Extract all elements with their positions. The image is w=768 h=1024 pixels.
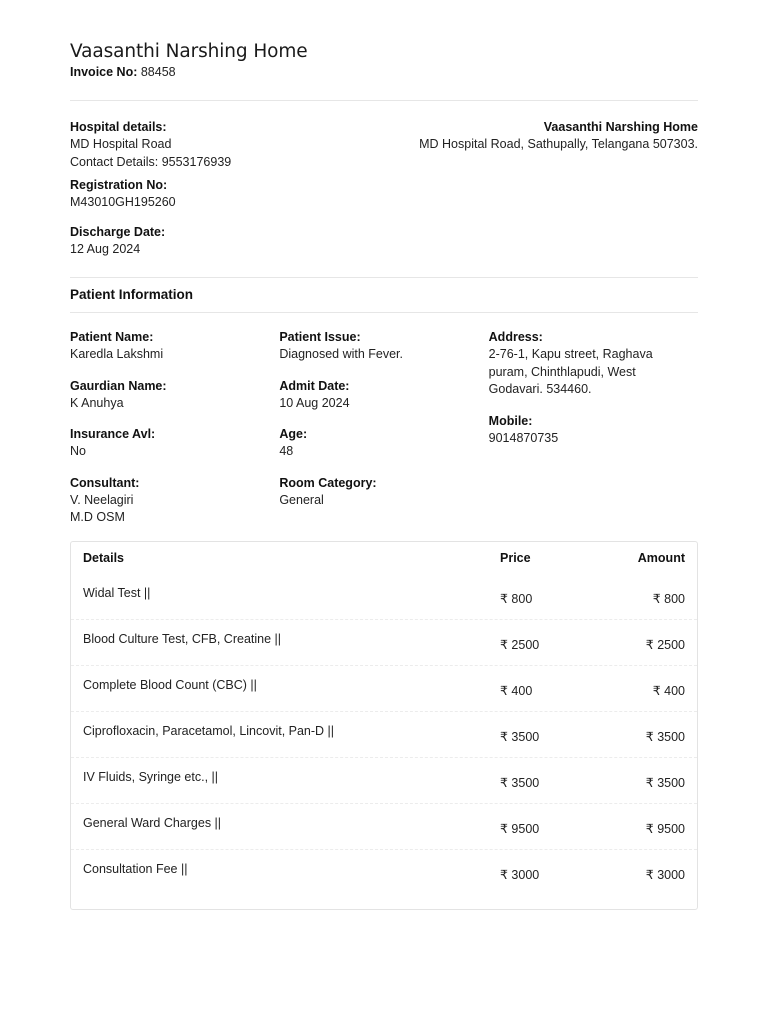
invoice-page xyxy=(70,40,698,541)
divider xyxy=(70,100,698,101)
row-details: Blood Culture Test, CFB, Creatine || xyxy=(83,632,282,646)
field-label: Gaurdian Name: xyxy=(70,378,167,393)
table-row xyxy=(71,758,697,804)
discharge-block xyxy=(70,224,231,259)
field-value: General xyxy=(279,492,324,507)
hospital-title: Vaasanthi Narshing Home xyxy=(70,41,308,62)
admit-date-field xyxy=(279,378,488,413)
patient-col-1 xyxy=(70,329,279,541)
discharge-label: Discharge Date: xyxy=(70,224,166,239)
row-details: Ciprofloxacin, Paracetamol, Lincovit, Pan-D || xyxy=(83,724,335,738)
table-row xyxy=(71,712,697,758)
field-value: No xyxy=(70,444,86,458)
field-value: Godavari. 534460. xyxy=(488,382,592,396)
field-label: Mobile: xyxy=(488,413,533,428)
field-label: Patient Name: xyxy=(70,330,154,344)
row-price: ₹ 3000 xyxy=(500,868,540,882)
field-value: 10 Aug 2024 xyxy=(279,395,350,410)
field-label: Admit Date: xyxy=(279,378,350,393)
field-label: Address: xyxy=(488,330,543,344)
hospital-details-left xyxy=(70,119,231,258)
field-value: 2-76-1, Kapu street, Raghava xyxy=(488,347,653,361)
patient-name-field xyxy=(70,329,279,364)
table-row xyxy=(71,804,697,850)
divider xyxy=(70,312,698,313)
room-category-field xyxy=(279,475,488,510)
row-price: ₹ 2500 xyxy=(500,638,540,652)
row-details: Complete Blood Count (CBC) || xyxy=(83,678,257,692)
field-value: 9014870735 xyxy=(488,430,559,445)
row-details: IV Fluids, Syringe etc., || xyxy=(83,770,219,784)
charges-table xyxy=(70,541,698,910)
hospital-details-right xyxy=(419,119,698,258)
header-details: Details xyxy=(83,551,124,565)
consultant-field xyxy=(70,475,279,527)
invoice-number: 88458 xyxy=(140,65,176,79)
row-price: ₹ 800 xyxy=(500,592,533,606)
table-header xyxy=(71,542,697,574)
hospital-details-row xyxy=(70,119,698,258)
mobile-field xyxy=(489,413,698,448)
discharge-date: 12 Aug 2024 xyxy=(70,241,141,256)
field-label: Consultant: xyxy=(70,475,140,490)
row-amount: ₹ 3500 xyxy=(645,776,685,790)
insurance-field xyxy=(70,426,279,461)
field-label: Age: xyxy=(279,427,308,441)
row-amount: ₹ 800 xyxy=(652,592,685,606)
table-row xyxy=(71,574,697,620)
age-field xyxy=(279,426,488,461)
field-label: Patient Issue: xyxy=(279,330,361,344)
table-row xyxy=(71,620,697,666)
row-details: General Ward Charges || xyxy=(83,816,222,830)
table-row xyxy=(71,666,697,712)
field-label: Insurance Avl: xyxy=(70,427,156,441)
row-amount: ₹ 9500 xyxy=(645,822,685,836)
header-price: Price xyxy=(500,551,531,565)
table-row xyxy=(71,850,697,896)
field-value: Diagnosed with Fever. xyxy=(279,347,404,361)
row-details: Consultation Fee || xyxy=(83,862,188,876)
patient-col-3 xyxy=(489,329,698,541)
row-price: ₹ 9500 xyxy=(500,822,540,836)
hospital-details-label: Hospital details: xyxy=(70,120,167,134)
hospital-right-name: Vaasanthi Narshing Home xyxy=(543,120,698,134)
field-value: 48 xyxy=(279,444,294,458)
row-price: ₹ 3500 xyxy=(500,776,540,790)
row-details: Widal Test || xyxy=(83,586,151,600)
field-value: V. Neelagiri xyxy=(70,492,134,507)
hospital-address: MD Hospital Road xyxy=(70,137,172,151)
row-amount: ₹ 3000 xyxy=(645,868,685,882)
field-label: Room Category: xyxy=(279,475,377,490)
row-price: ₹ 3500 xyxy=(500,730,540,744)
registration-label: Registration No: xyxy=(70,178,168,192)
address-field xyxy=(489,329,698,399)
field-value: Karedla Lakshmi xyxy=(70,347,164,361)
invoice-label: Invoice No: xyxy=(70,65,138,79)
row-amount: ₹ 2500 xyxy=(645,638,685,652)
header-amount: Amount xyxy=(637,551,685,565)
row-price: ₹ 400 xyxy=(500,684,533,698)
field-value: puram, Chinthlapudi, West xyxy=(488,364,636,379)
patient-issue-field xyxy=(279,329,488,364)
field-value: M.D OSM xyxy=(70,510,125,524)
invoice-number-line xyxy=(70,64,698,80)
registration-number: M43010GH195260 xyxy=(70,195,176,209)
row-amount: ₹ 400 xyxy=(652,684,685,698)
patient-info-title: Patient Information xyxy=(70,287,194,302)
field-value: K Anuhya xyxy=(70,395,124,410)
guardian-name-field xyxy=(70,378,279,413)
patient-col-2 xyxy=(279,329,488,541)
patient-info-grid xyxy=(70,329,698,541)
hospital-contact: Contact Details: 9553176939 xyxy=(70,154,232,169)
hospital-right-address: MD Hospital Road, Sathupally, Telangana 507303. xyxy=(419,137,698,151)
row-amount: ₹ 3500 xyxy=(645,730,685,744)
registration-block xyxy=(70,177,231,212)
